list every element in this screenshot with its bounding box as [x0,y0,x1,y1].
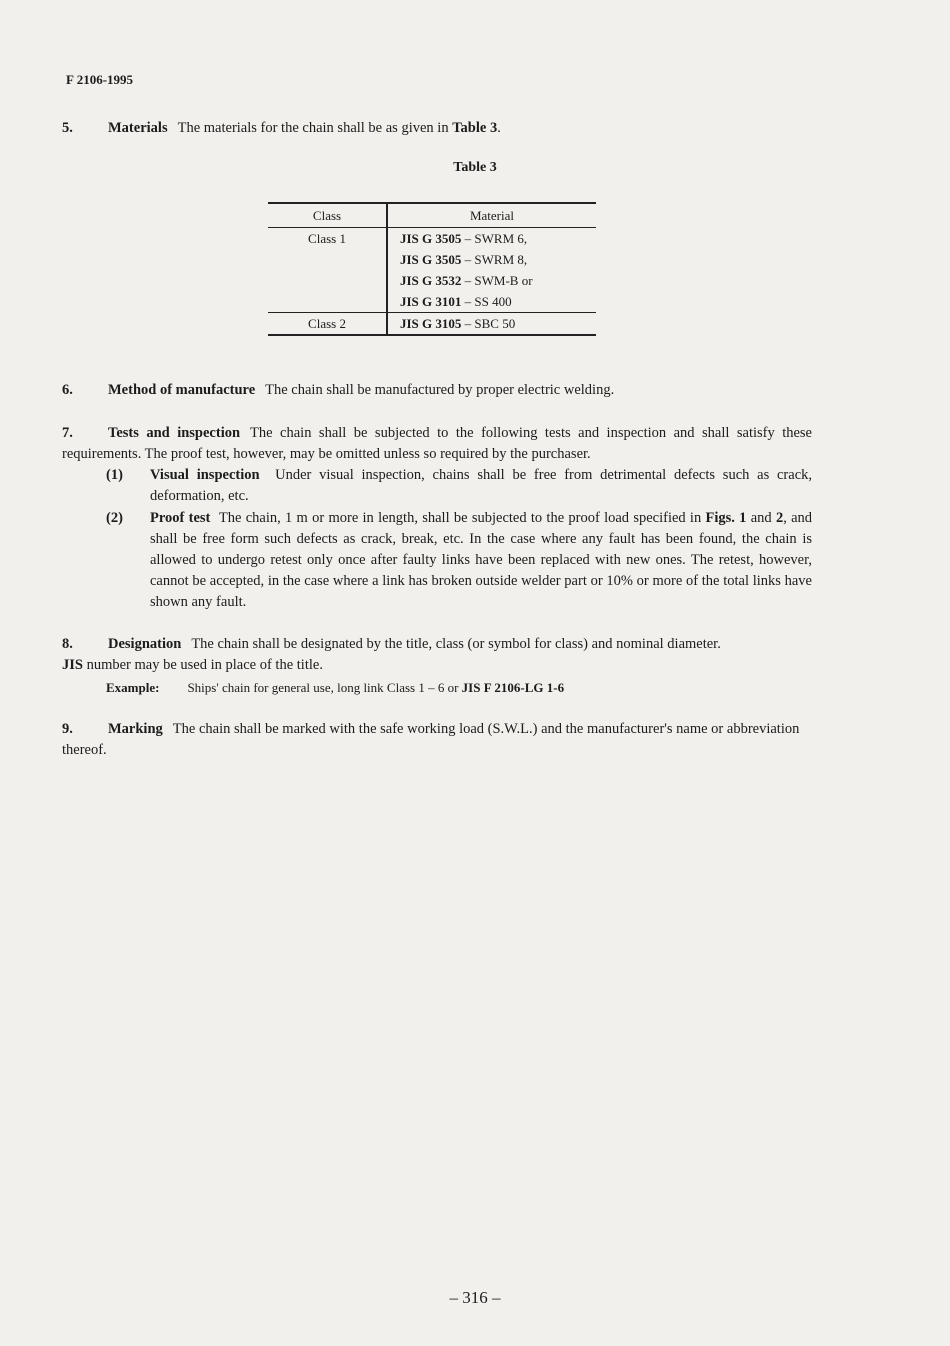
material-cell: JIS G 3505 – SWRM 8, [400,252,528,267]
table-header-material: Material [387,203,596,228]
designation-example: Example: Ships' chain for general use, long link Class 1 – 6 or JIS F 2106-LG 1-6 [106,680,565,695]
section-tests-and-inspection: 7. Tests and inspection The chain shall be subjected to the following tests and inspection and shall satisfy these requirements. The proof test, however, may be omitted unless so required by the purchaser. [62,425,812,462]
materials-table [268,202,596,336]
item-proof-test: (2) Proof test The chain, 1 m or more in length, shall be subjected to the proof load specified in Figs. 1 and 2, and shall be free form such defects as crack, break, etc. In the case where any fault has been found, the chain is allowed to undergo retest only once after faulty links have been replaced with new ones. The retest, however, cannot be accepted, in the case where a link has broken outside welder part or 10% or more of the total links have shown any fault. [106,510,813,610]
table-header-class: Class [268,203,387,228]
section-number: 5. [62,120,73,136]
item-visual-inspection: (1) Visual inspection Under visual inspection, chains shall be free from detrimental defects such as crack, deformation, etc. [106,467,813,504]
section-title: Materials [108,120,168,136]
material-cell: JIS G 3101 – SS 400 [400,294,512,309]
material-cell: JIS G 3105 – SBC 50 [387,313,596,336]
standard-code: F 2106-1995 [66,72,134,87]
table-row [268,313,596,336]
material-cell: JIS G 3532 – SWM-B or [400,273,533,288]
section-marking: 9. Marking The chain shall be marked with the safe working load (S.W.L.) and the manufacturer's name or abbreviation thereof. [62,721,800,758]
section-method-of-manufacture: 6. Method of manufacture The chain shall be manufactured by proper electric welding. [62,382,615,398]
page-number: – 316 – [449,1288,501,1307]
class-cell: Class 1 [268,228,387,313]
section-text: The materials for the chain shall be as given in [177,120,449,136]
material-cell: JIS G 3505 – SWRM 6, [400,231,528,246]
section-materials: 5. Materials The materials for the chain shall be as given in Table 3. [62,118,812,139]
table-caption: Table 3 [453,160,497,175]
section-designation: 8. Designation The chain shall be designated by the title, class (or symbol for class) and nominal diameter. JIS number may be used in place of the title. [62,636,721,673]
class-cell: Class 2 [268,313,387,336]
table-reference: Table 3 [452,120,498,136]
table-row [268,228,596,250]
